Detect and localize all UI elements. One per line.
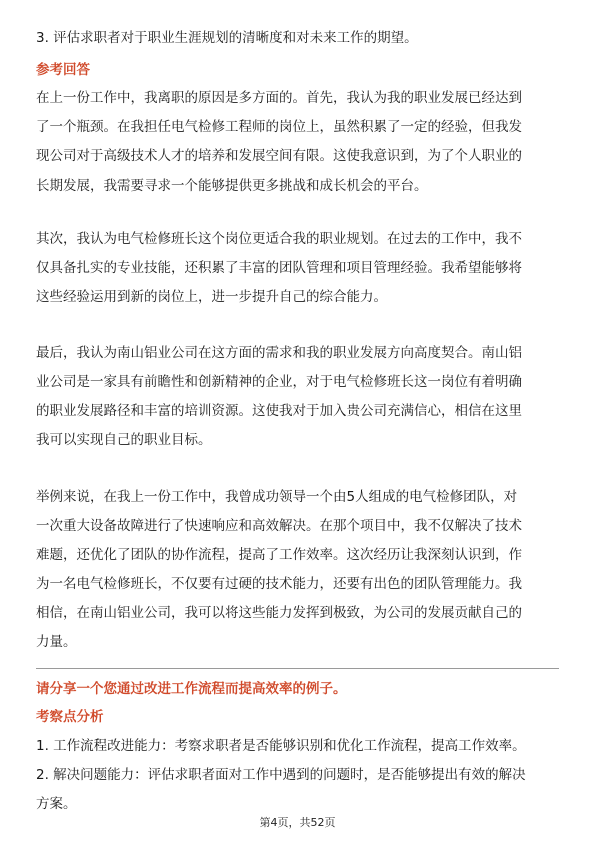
paragraph-line: 了一个瓶颈。在我担任电气检修工程师的岗位上，虽然积累了一定的经验，但我发 [36, 119, 522, 135]
paragraph-line: 我可以实现自己的职业目标。 [36, 432, 212, 448]
paragraph-line: 相信，在南山铝业公司，我可以将这些能力发挥到极致，为公司的发展贡献自己的 [36, 605, 522, 621]
question-heading: 请分享一个您通过改进工作流程而提高效率的例子。 [36, 681, 347, 697]
paragraph-line: 举例来说，在我上一份工作中，我曾成功领导一个由5人组成的电气检修团队，对 [36, 489, 518, 505]
paragraph-line: 为一名电气检修班长，不仅要有过硬的技术能力，还要有出色的团队管理能力。我 [36, 576, 522, 592]
paragraph-line: 难题，还优化了团队的协作流程，提高了工作效率。这次经历让我深刻认识到，作 [36, 547, 522, 563]
paragraph-line: 仅具备扎实的专业技能，还积累了丰富的团队管理和项目管理经验。我希望能够将 [36, 260, 522, 276]
analysis-item: 1. 工作流程改进能力：考察求职者是否能够识别和优化工作流程，提高工作效率。 [36, 738, 526, 754]
paragraph-line: 这些经验运用到新的岗位上，进一步提升自己的综合能力。 [36, 289, 387, 305]
paragraph-line: 力量。 [36, 634, 77, 650]
paragraph-line: 一次重大设备故障进行了快速响应和高效解决。在那个项目中，我不仅解决了技术 [36, 518, 522, 534]
paragraph-line: 长期发展，我需要寻求一个能够提供更多挑战和成长机会的平台。 [36, 178, 428, 194]
page-number: 第4页，共52页 [259, 816, 336, 829]
section-divider [36, 668, 559, 669]
paragraph-line: 现公司对于高级技术人才的培养和发展空间有限。这使我意识到，为了个人职业的 [36, 148, 522, 164]
paragraph-line: 的职业发展路径和丰富的培训资源。这使我对于加入贵公司充满信心，相信在这里 [36, 403, 522, 419]
paragraph-line: 在上一份工作中，我离职的原因是多方面的。首先，我认为我的职业发展已经达到 [36, 90, 522, 106]
paragraph-line: 最后，我认为南山铝业公司在这方面的需求和我的职业发展方向高度契合。南山铝 [36, 345, 522, 361]
analysis-item: 2. 解决问题能力：评估求职者面对工作中遇到的问题时，是否能够提出有效的解决 [36, 767, 526, 783]
previous-list-item: 3. 评估求职者对于职业生涯规划的清晰度和对未来工作的期望。 [36, 30, 418, 46]
analysis-item-continuation: 方案。 [36, 796, 77, 812]
answer-heading: 参考回答 [36, 62, 90, 78]
paragraph-line: 其次，我认为电气检修班长这个岗位更适合我的职业规划。在过去的工作中，我不 [36, 231, 522, 247]
paragraph-line: 业公司是一家具有前瞻性和创新精神的企业，对于电气检修班长这一岗位有着明确 [36, 374, 522, 390]
analysis-heading: 考察点分析 [36, 709, 104, 725]
